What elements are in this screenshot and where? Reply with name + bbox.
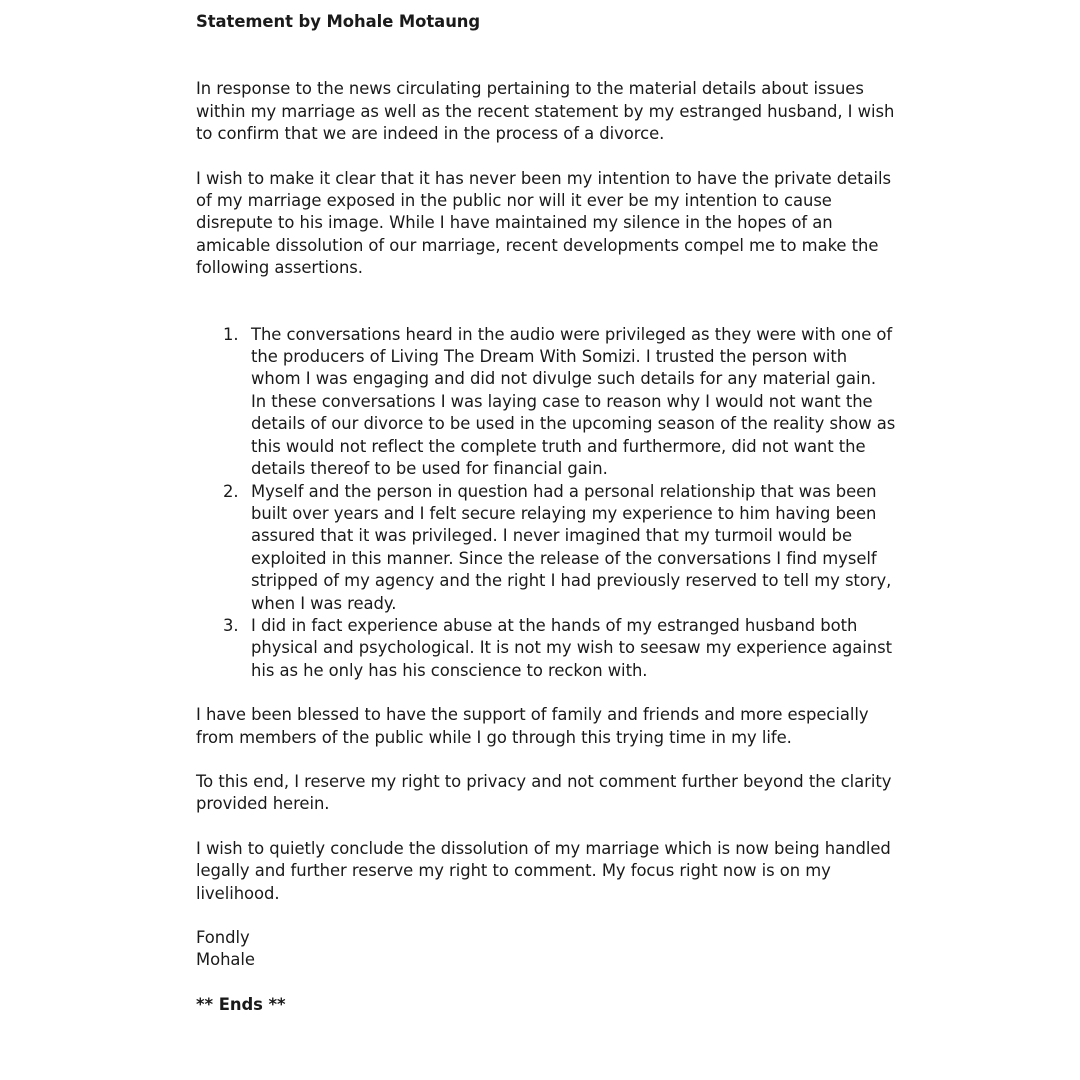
document-title: Statement by Mohale Motaung: [196, 12, 481, 31]
closing-paragraph-2: To this end, I reserve my right to privacy and not comment further beyond the clarity provided herein.: [196, 771, 892, 814]
list-item-text: The conversations heard in the audio were privileged as they were with one of the producers of Living The Dream With Somizi. I trusted the person with whom I was engaging and did not divulge such details for any material gain. In these conversations I was laying case to reason why I would not want the details of our divorce to be used in the upcoming season of the reality show as this would not reflect the complete truth and furthermore, did not want the details thereof to be used for financial gain.: [251, 324, 896, 479]
intro-paragraph-1: In response to the news circulating pertaining to the material details about issues within my marriage as well as the recent statement by my estranged husband, I wish to confirm that we are indeed in the process of a divorce.: [196, 79, 895, 144]
list-item-text: I did in fact experience abuse at the hands of my estranged husband both physical and psychological. It is not my wish to seesaw my experience against his as he only has his conscience to reckon with.: [251, 615, 892, 680]
closing-paragraph-3: I wish to quietly conclude the dissolution of my marriage which is now being handled legally and further reserve my right to comment. My focus right now is on my livelihood.: [196, 838, 891, 903]
list-item-text: Myself and the person in question had a personal relationship that was been built over years and I felt secure relaying my experience to him having been assured that it was privileged. I never imagined that my turmoil would be exploited in this manner. Since the release of the conversations I find myself stripped of my agency and the right I had previously reserved to tell my story, when I was ready.: [251, 481, 892, 613]
list-item-number: 1.: [223, 324, 239, 344]
closing-paragraph-1: I have been blessed to have the support of family and friends and more especially from members of the public while I go through this trying time in my life.: [196, 705, 869, 747]
list-item: [196, 481, 896, 615]
signature: Mohale: [196, 950, 255, 970]
list-item-number: 2.: [223, 481, 239, 501]
list-item: [196, 324, 896, 481]
signoff: Fondly: [196, 928, 250, 947]
list-item: [196, 615, 896, 682]
end-marker: ** Ends **: [196, 994, 286, 1014]
assertions-list: [196, 324, 896, 683]
list-item-number: 3.: [223, 615, 239, 635]
intro-paragraph-2: I wish to make it clear that it has never been my intention to have the private details of my marriage exposed in the public nor will it ever be my intention to cause disrepute to his image. While I have maintained my silence in the hopes of an amicable dissolution of our marriage, recent developments compel me to make the following assertions.: [196, 168, 892, 278]
statement-document: [196, 11, 896, 1016]
